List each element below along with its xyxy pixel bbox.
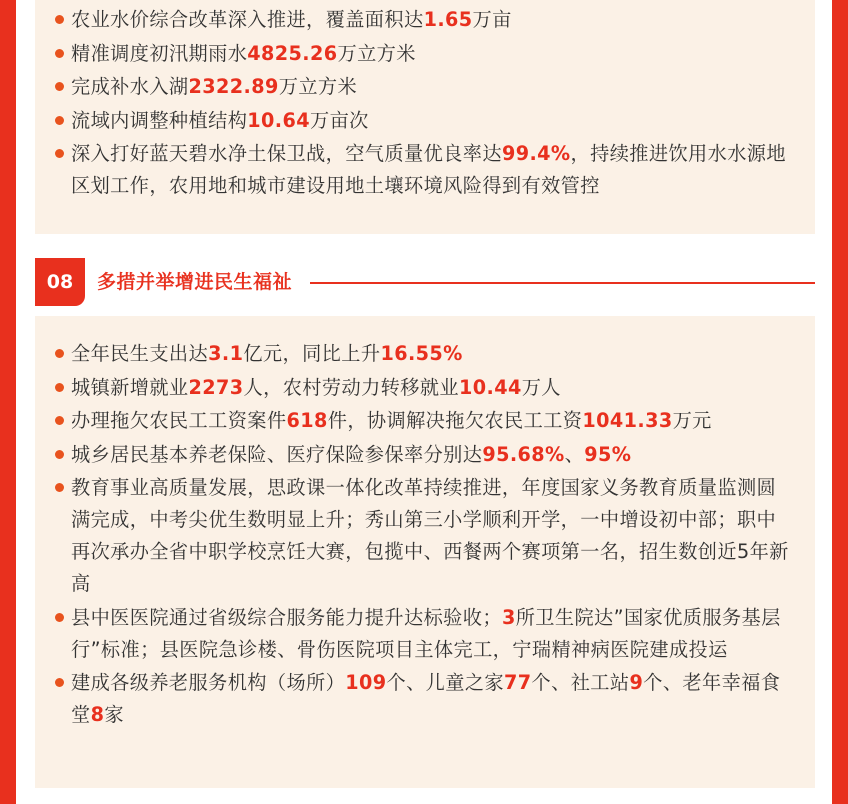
list-item: [53, 667, 791, 731]
list-item: [53, 105, 791, 137]
highlight-value: 9: [629, 671, 644, 694]
item-text: 城乡居民基本养老保险、医疗保险参保率分别达: [71, 442, 483, 466]
item-text: 亿元，同比上升: [243, 342, 381, 365]
item-text: 全年民生支出达: [71, 342, 209, 365]
highlight-value: 77: [504, 671, 532, 694]
item-text: 件，协调解决拖欠农民工工资: [327, 409, 583, 432]
previous-section-list: [53, 4, 791, 202]
item-text: 万元: [672, 409, 712, 432]
item-text: 城镇新增就业: [71, 375, 189, 399]
item-text: 万立方米: [337, 41, 416, 65]
item-text: ，持续推进饮用水水源地区划工作，农用地和城市建设用地土壤环境风险得到有效管控: [71, 142, 786, 197]
item-text: 办理拖欠农民工工资案件: [71, 409, 287, 432]
highlight-value: 109: [345, 671, 387, 694]
highlight-value: 3.1: [208, 342, 244, 365]
highlight-value: 4825.26: [247, 41, 338, 65]
previous-section-card: [35, 0, 815, 234]
highlight-value: 99.4%: [501, 142, 571, 165]
highlight-value: 10.64: [247, 108, 310, 132]
list-item: [53, 472, 791, 600]
item-text: 农业水价综合改革深入推进，覆盖面积达: [71, 8, 424, 31]
highlight-value: 10.44: [459, 375, 522, 399]
list-item: [53, 4, 791, 36]
item-text: 、: [564, 442, 585, 466]
item-text: 县中医医院通过省级综合服务能力提升达标验收；: [71, 605, 502, 629]
highlight-value: 16.55%: [380, 342, 463, 365]
item-text: 建成各级养老服务机构（场所）: [71, 671, 346, 694]
highlight-value: 1041.33: [582, 409, 673, 432]
highlight-value: 618: [286, 409, 328, 432]
item-text: 流域内调整种植结构: [71, 108, 248, 132]
highlight-value: 95.68%: [482, 442, 565, 466]
item-text: 万立方米: [278, 75, 358, 98]
item-text: 人，农村劳动力转移就业: [243, 375, 460, 399]
item-text: 万亩: [472, 8, 512, 31]
item-text: 万亩次: [310, 108, 369, 132]
list-item: [53, 38, 791, 70]
section-title-divider: [310, 282, 815, 284]
item-text: 完成补水入湖: [71, 75, 189, 98]
section-08-list: [53, 338, 791, 731]
list-item: [53, 439, 791, 471]
list-item: [53, 602, 791, 666]
highlight-value: 2273: [188, 375, 244, 399]
item-text: 深入打好蓝天碧水净土保卫战，空气质量优良率达: [71, 142, 502, 165]
highlight-value: 8: [90, 703, 105, 726]
section-08-header: [35, 258, 815, 306]
highlight-value: 95%: [584, 442, 632, 466]
section-title: 多措并举增进民生福祉: [97, 271, 293, 293]
list-item: [53, 372, 791, 404]
item-text: 家: [104, 703, 124, 726]
highlight-value: 2322.89: [188, 75, 279, 98]
item-text: 教育事业高质量发展，思政课一体化改革持续推进，年度国家义务教育质量监测圆满完成，中考尖优生数明显上升；秀山第三小学顺利开学，一中增设初中部；职中再次承办全省中职学校烹饪大赛，包揽中、西餐两个赛项第一名，招生数创近5年新高: [71, 476, 789, 595]
list-item: [53, 71, 791, 103]
item-text: 个、社工站: [531, 671, 630, 694]
item-text: 精准调度初汛期雨水: [71, 41, 248, 65]
section-number-badge: 08: [35, 258, 85, 306]
list-item: [53, 405, 791, 437]
highlight-value: 3: [501, 605, 516, 629]
item-text: 个、老年幸福食堂: [71, 671, 781, 726]
highlight-value: 1.65: [423, 8, 473, 31]
section-08-card: [35, 316, 815, 788]
list-item: [53, 138, 791, 202]
item-text: 个、儿童之家: [386, 671, 505, 694]
list-item: [53, 338, 791, 370]
item-text: 万人: [521, 375, 561, 399]
item-text: 所卫生院达”国家优质服务基层行”标准；县医院急诊楼、骨伤医院项目主体完工，宁瑞精神病医院建成投运: [71, 605, 781, 661]
